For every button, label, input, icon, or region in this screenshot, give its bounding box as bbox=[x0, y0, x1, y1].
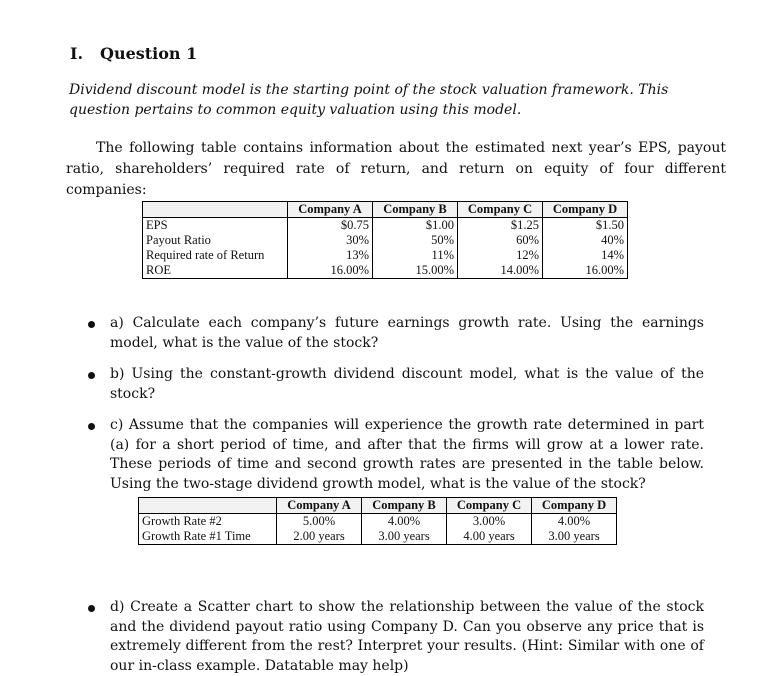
list-item bbox=[86, 314, 704, 353]
table-cell: 3.00 years bbox=[532, 529, 617, 545]
row-label: Growth Rate #2 bbox=[139, 514, 277, 530]
table-row bbox=[143, 263, 628, 279]
row-label: EPS bbox=[143, 218, 288, 234]
table-row bbox=[139, 529, 617, 545]
table-cell: 2.00 years bbox=[277, 529, 362, 545]
question-a-text: a) Calculate each company’s future earnings growth rate. Using the earnings model, what is the value of the stock? bbox=[110, 315, 704, 351]
table-header-row bbox=[139, 498, 617, 514]
bullet-icon bbox=[88, 321, 95, 328]
question-d-text: d) Create a Scatter chart to show the relationship between the value of the stock and the dividend payout ratio using Company D. Can you observe any price that is extremely different from the rest? Interpret your results. (Hint: Similar with one of our in-class example. Datatable may help) bbox=[110, 599, 704, 674]
list-item bbox=[86, 416, 704, 494]
table-header-cell: Company B bbox=[362, 498, 447, 514]
row-label: Growth Rate #1 Time bbox=[139, 529, 277, 545]
row-label: Required rate of Return bbox=[143, 248, 288, 263]
table-header-row bbox=[143, 202, 628, 218]
table-cell: 14% bbox=[543, 248, 628, 263]
growth-rate-table bbox=[138, 497, 617, 545]
list-item bbox=[86, 598, 704, 676]
table-cell: $1.50 bbox=[543, 218, 628, 234]
table-header-blank bbox=[139, 498, 277, 514]
row-label: Payout Ratio bbox=[143, 233, 288, 248]
table-cell: $1.25 bbox=[458, 218, 543, 234]
bullet-icon bbox=[88, 372, 95, 379]
section-heading bbox=[70, 44, 197, 63]
table-cell: $1.00 bbox=[373, 218, 458, 234]
table-cell: 14.00% bbox=[458, 263, 543, 279]
table-row bbox=[143, 233, 628, 248]
table-cell: $0.75 bbox=[288, 218, 373, 234]
table-cell: 16.00% bbox=[288, 263, 373, 279]
table-header-cell: Company C bbox=[447, 498, 532, 514]
table-cell: 30% bbox=[288, 233, 373, 248]
table-cell: 50% bbox=[373, 233, 458, 248]
question-b-text: b) Using the constant-growth dividend discount model, what is the value of the stock? bbox=[110, 366, 704, 402]
question-list bbox=[86, 314, 704, 494]
question-c-text: c) Assume that the companies will experience the growth rate determined in part (a) for a short period of time, and after that the firms will grow at a lower rate. These periods of time and second growth rates are presented in the table below. Using the two-stage dividend growth model, what is the value of the stock? bbox=[110, 417, 704, 492]
table-cell: 5.00% bbox=[277, 514, 362, 530]
table-cell: 3.00 years bbox=[362, 529, 447, 545]
intro-text: Dividend discount model is the starting point of the stock valuation framework. This question pertains to common equity valuation using this model. bbox=[69, 82, 669, 118]
table-description: The following table contains information about the estimated next year’s EPS, payout ratio, shareholders’ required rate of return, and return on equity of four different companies: bbox=[66, 140, 726, 198]
table-cell: 13% bbox=[288, 248, 373, 263]
table-row bbox=[143, 248, 628, 263]
table-header-cell: Company D bbox=[543, 202, 628, 218]
question-list bbox=[86, 598, 704, 676]
table-header-blank bbox=[143, 202, 288, 218]
table-cell: 16.00% bbox=[543, 263, 628, 279]
table-header-cell: Company D bbox=[532, 498, 617, 514]
table-row bbox=[139, 514, 617, 530]
table-cell: 40% bbox=[543, 233, 628, 248]
table-header-cell: Company A bbox=[277, 498, 362, 514]
row-label: ROE bbox=[143, 263, 288, 279]
list-spacer bbox=[86, 353, 704, 365]
table-header-cell: Company C bbox=[458, 202, 543, 218]
table-cell: 4.00% bbox=[532, 514, 617, 530]
bullet-icon bbox=[88, 605, 95, 612]
table-row bbox=[143, 218, 628, 234]
bullet-icon bbox=[88, 423, 95, 430]
section-number: I. bbox=[70, 44, 84, 63]
table-header-cell: Company A bbox=[288, 202, 373, 218]
table-cell: 60% bbox=[458, 233, 543, 248]
table-header-cell: Company B bbox=[373, 202, 458, 218]
table-cell: 12% bbox=[458, 248, 543, 263]
section-title: Question 1 bbox=[100, 44, 198, 63]
table-cell: 4.00% bbox=[362, 514, 447, 530]
list-item bbox=[86, 365, 704, 404]
table-cell: 15.00% bbox=[373, 263, 458, 279]
table-cell: 3.00% bbox=[447, 514, 532, 530]
list-spacer bbox=[86, 404, 704, 416]
company-data-table bbox=[142, 201, 628, 279]
table-cell: 11% bbox=[373, 248, 458, 263]
table-cell: 4.00 years bbox=[447, 529, 532, 545]
